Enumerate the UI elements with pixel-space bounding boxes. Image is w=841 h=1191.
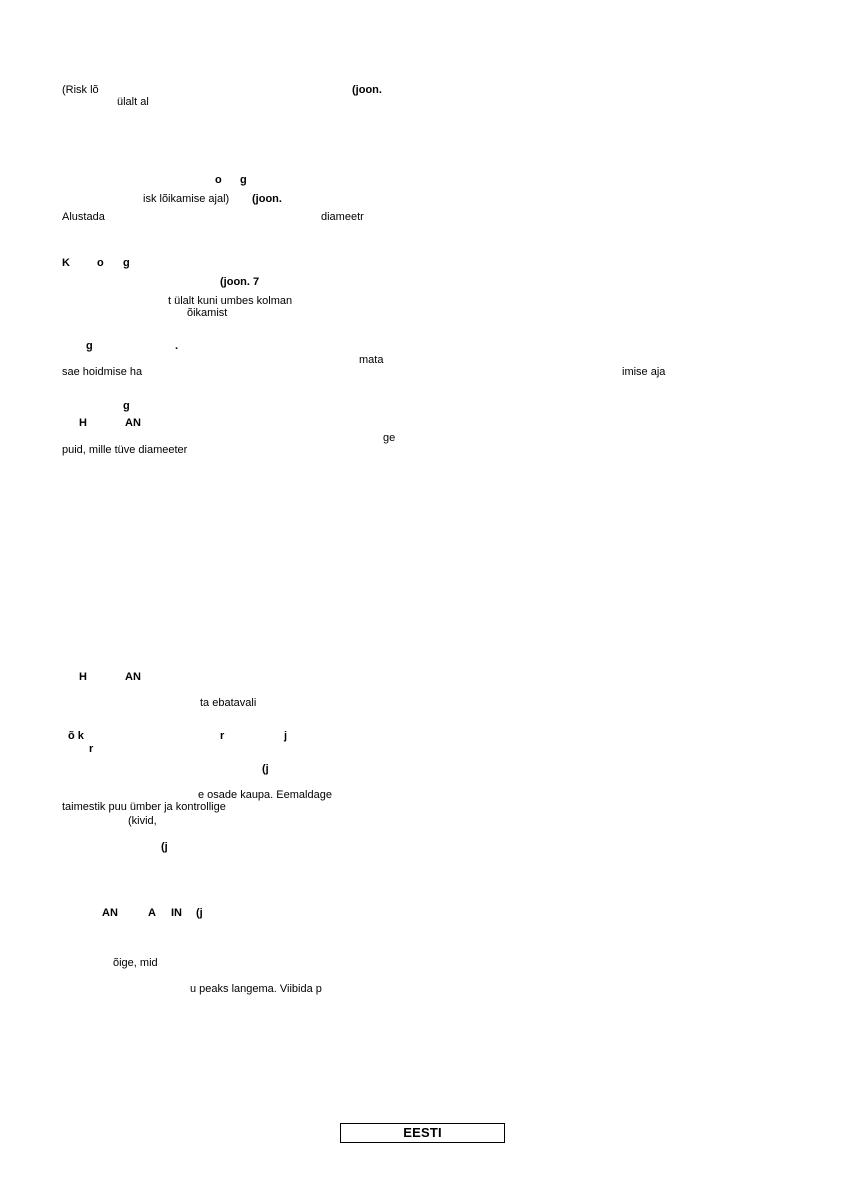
text-fragment: AN: [125, 417, 141, 429]
text-fragment: u peaks langema. Viibida p: [190, 983, 322, 995]
text-fragment: õige, mid: [113, 957, 158, 969]
text-fragment: o: [215, 174, 222, 186]
text-fragment: puid, mille tüve diameeter: [62, 444, 188, 456]
text-fragment: r: [89, 743, 94, 755]
text-fragment: .: [175, 340, 179, 352]
text-fragment: AN: [102, 907, 118, 919]
text-fragment: taimestik puu ümber ja kontrollige: [62, 801, 226, 813]
text-fragment: õikamist: [187, 307, 228, 319]
text-fragment: (kivid,: [128, 815, 157, 827]
text-fragment: r: [220, 730, 225, 742]
text-fragment: diameetr: [321, 211, 364, 223]
text-fragment: t ülalt kuni umbes kolman: [168, 295, 293, 307]
text-fragment: ge: [383, 432, 396, 444]
text-fragment: o: [97, 257, 104, 269]
text-fragment: (joon.: [252, 193, 282, 205]
text-fragment: g: [123, 400, 130, 412]
text-fragment: isk lõikamise ajal): [143, 193, 230, 205]
text-fragment: A: [148, 907, 156, 919]
text-fragment: sae hoidmise ha: [62, 366, 143, 378]
text-fragment: ülalt al: [117, 96, 149, 108]
language-label-box: [340, 1123, 505, 1143]
text-fragment: (joon.: [352, 84, 382, 96]
text-fragment: K: [62, 257, 70, 269]
text-fragment: g: [86, 340, 93, 352]
text-fragment: g: [240, 174, 247, 186]
text-fragment: AN: [125, 671, 141, 683]
text-fragment: (j: [196, 907, 203, 919]
text-fragment: mata: [359, 354, 384, 366]
text-fragment: IN: [171, 907, 182, 919]
text-fragment: (joon. 7: [220, 276, 260, 288]
text-fragment: (j: [262, 763, 269, 775]
text-fragment: imise aja: [622, 366, 666, 378]
text-fragment: õ k: [68, 730, 84, 742]
text-fragment: H: [79, 417, 87, 429]
text-fragment: g: [123, 257, 130, 269]
text-fragment: j: [284, 730, 288, 742]
text-fragment: (Risk lõ: [62, 84, 99, 96]
text-fragment: ta ebatavali: [200, 697, 257, 709]
text-fragment: e osade kaupa. Eemaldage: [198, 789, 332, 801]
text-fragment: H: [79, 671, 87, 683]
text-fragment: (j: [161, 841, 168, 853]
language-label: EESTI: [403, 1125, 442, 1140]
text-fragment: Alustada: [62, 211, 105, 223]
